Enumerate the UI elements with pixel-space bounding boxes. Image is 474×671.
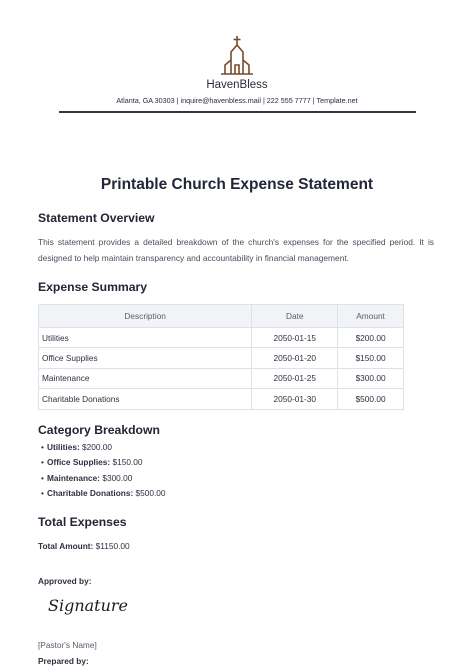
item-label: Office Supplies: — [47, 457, 111, 468]
list-item — [38, 486, 166, 501]
item-label: Charitable Donations: — [47, 487, 134, 498]
cell-amount: $200.00 — [338, 328, 404, 348]
cell-date: 2050-01-20 — [252, 348, 338, 368]
cell-date: 2050-01-30 — [252, 389, 338, 409]
total-heading: Total Expenses — [38, 515, 127, 529]
item-value: $150.00 — [110, 457, 143, 468]
brand-logo — [0, 36, 474, 76]
list-item — [38, 455, 166, 470]
cell-amount: $300.00 — [338, 368, 404, 388]
pastor-name: [Pastor's Name] — [38, 640, 97, 650]
brand-name: HavenBless — [206, 79, 268, 91]
item-label: Utilities: — [47, 442, 80, 452]
header-divider — [59, 111, 416, 113]
cell-description: Utilities — [39, 328, 252, 348]
page-title: Printable Church Expense Statement — [100, 176, 374, 193]
table-row — [39, 389, 404, 409]
column-header: Date — [252, 305, 338, 328]
item-value: $500.00 — [133, 487, 166, 498]
cell-description: Office Supplies — [39, 348, 252, 368]
table-row — [39, 368, 404, 388]
list-item — [38, 440, 166, 455]
prepared-by-label: Prepared by: — [38, 656, 89, 666]
church-icon — [217, 36, 257, 76]
cell-date: 2050-01-15 — [252, 328, 338, 348]
contact-line: Atlanta, GA 30303 | inquire@havenbless.mail | 222 555 7777 | Template.net — [116, 96, 358, 105]
cell-amount: $150.00 — [338, 348, 404, 368]
item-value: $200.00 — [79, 442, 113, 452]
table-header-row — [39, 305, 404, 328]
total-amount — [38, 541, 130, 551]
breakdown-list — [38, 440, 166, 501]
column-header: Description — [39, 305, 252, 328]
summary-heading: Expense Summary — [38, 280, 148, 294]
signature: Signature — [48, 596, 129, 615]
approved-by-label: Approved by: — [38, 576, 92, 586]
table-row — [39, 328, 404, 348]
cell-amount: $500.00 — [338, 389, 404, 409]
cell-description: Charitable Donations — [39, 389, 252, 409]
total-label: Total Amount: — [38, 541, 94, 551]
overview-heading: Statement Overview — [38, 211, 155, 225]
item-value: $300.00 — [100, 472, 133, 483]
expense-table — [38, 304, 404, 410]
table-row — [39, 348, 404, 368]
overview-text: This statement provides a detailed breakdown of the church's expenses for the specified period. It is designed to help maintain transparency and accountability in financial management. — [38, 237, 434, 263]
column-header: Amount — [338, 305, 404, 328]
item-label: Maintenance: — [47, 472, 101, 483]
list-item — [38, 471, 166, 486]
cell-date: 2050-01-25 — [252, 368, 338, 388]
cell-description: Maintenance — [39, 368, 252, 388]
total-value: $1150.00 — [93, 541, 130, 551]
breakdown-heading: Category Breakdown — [38, 423, 160, 437]
